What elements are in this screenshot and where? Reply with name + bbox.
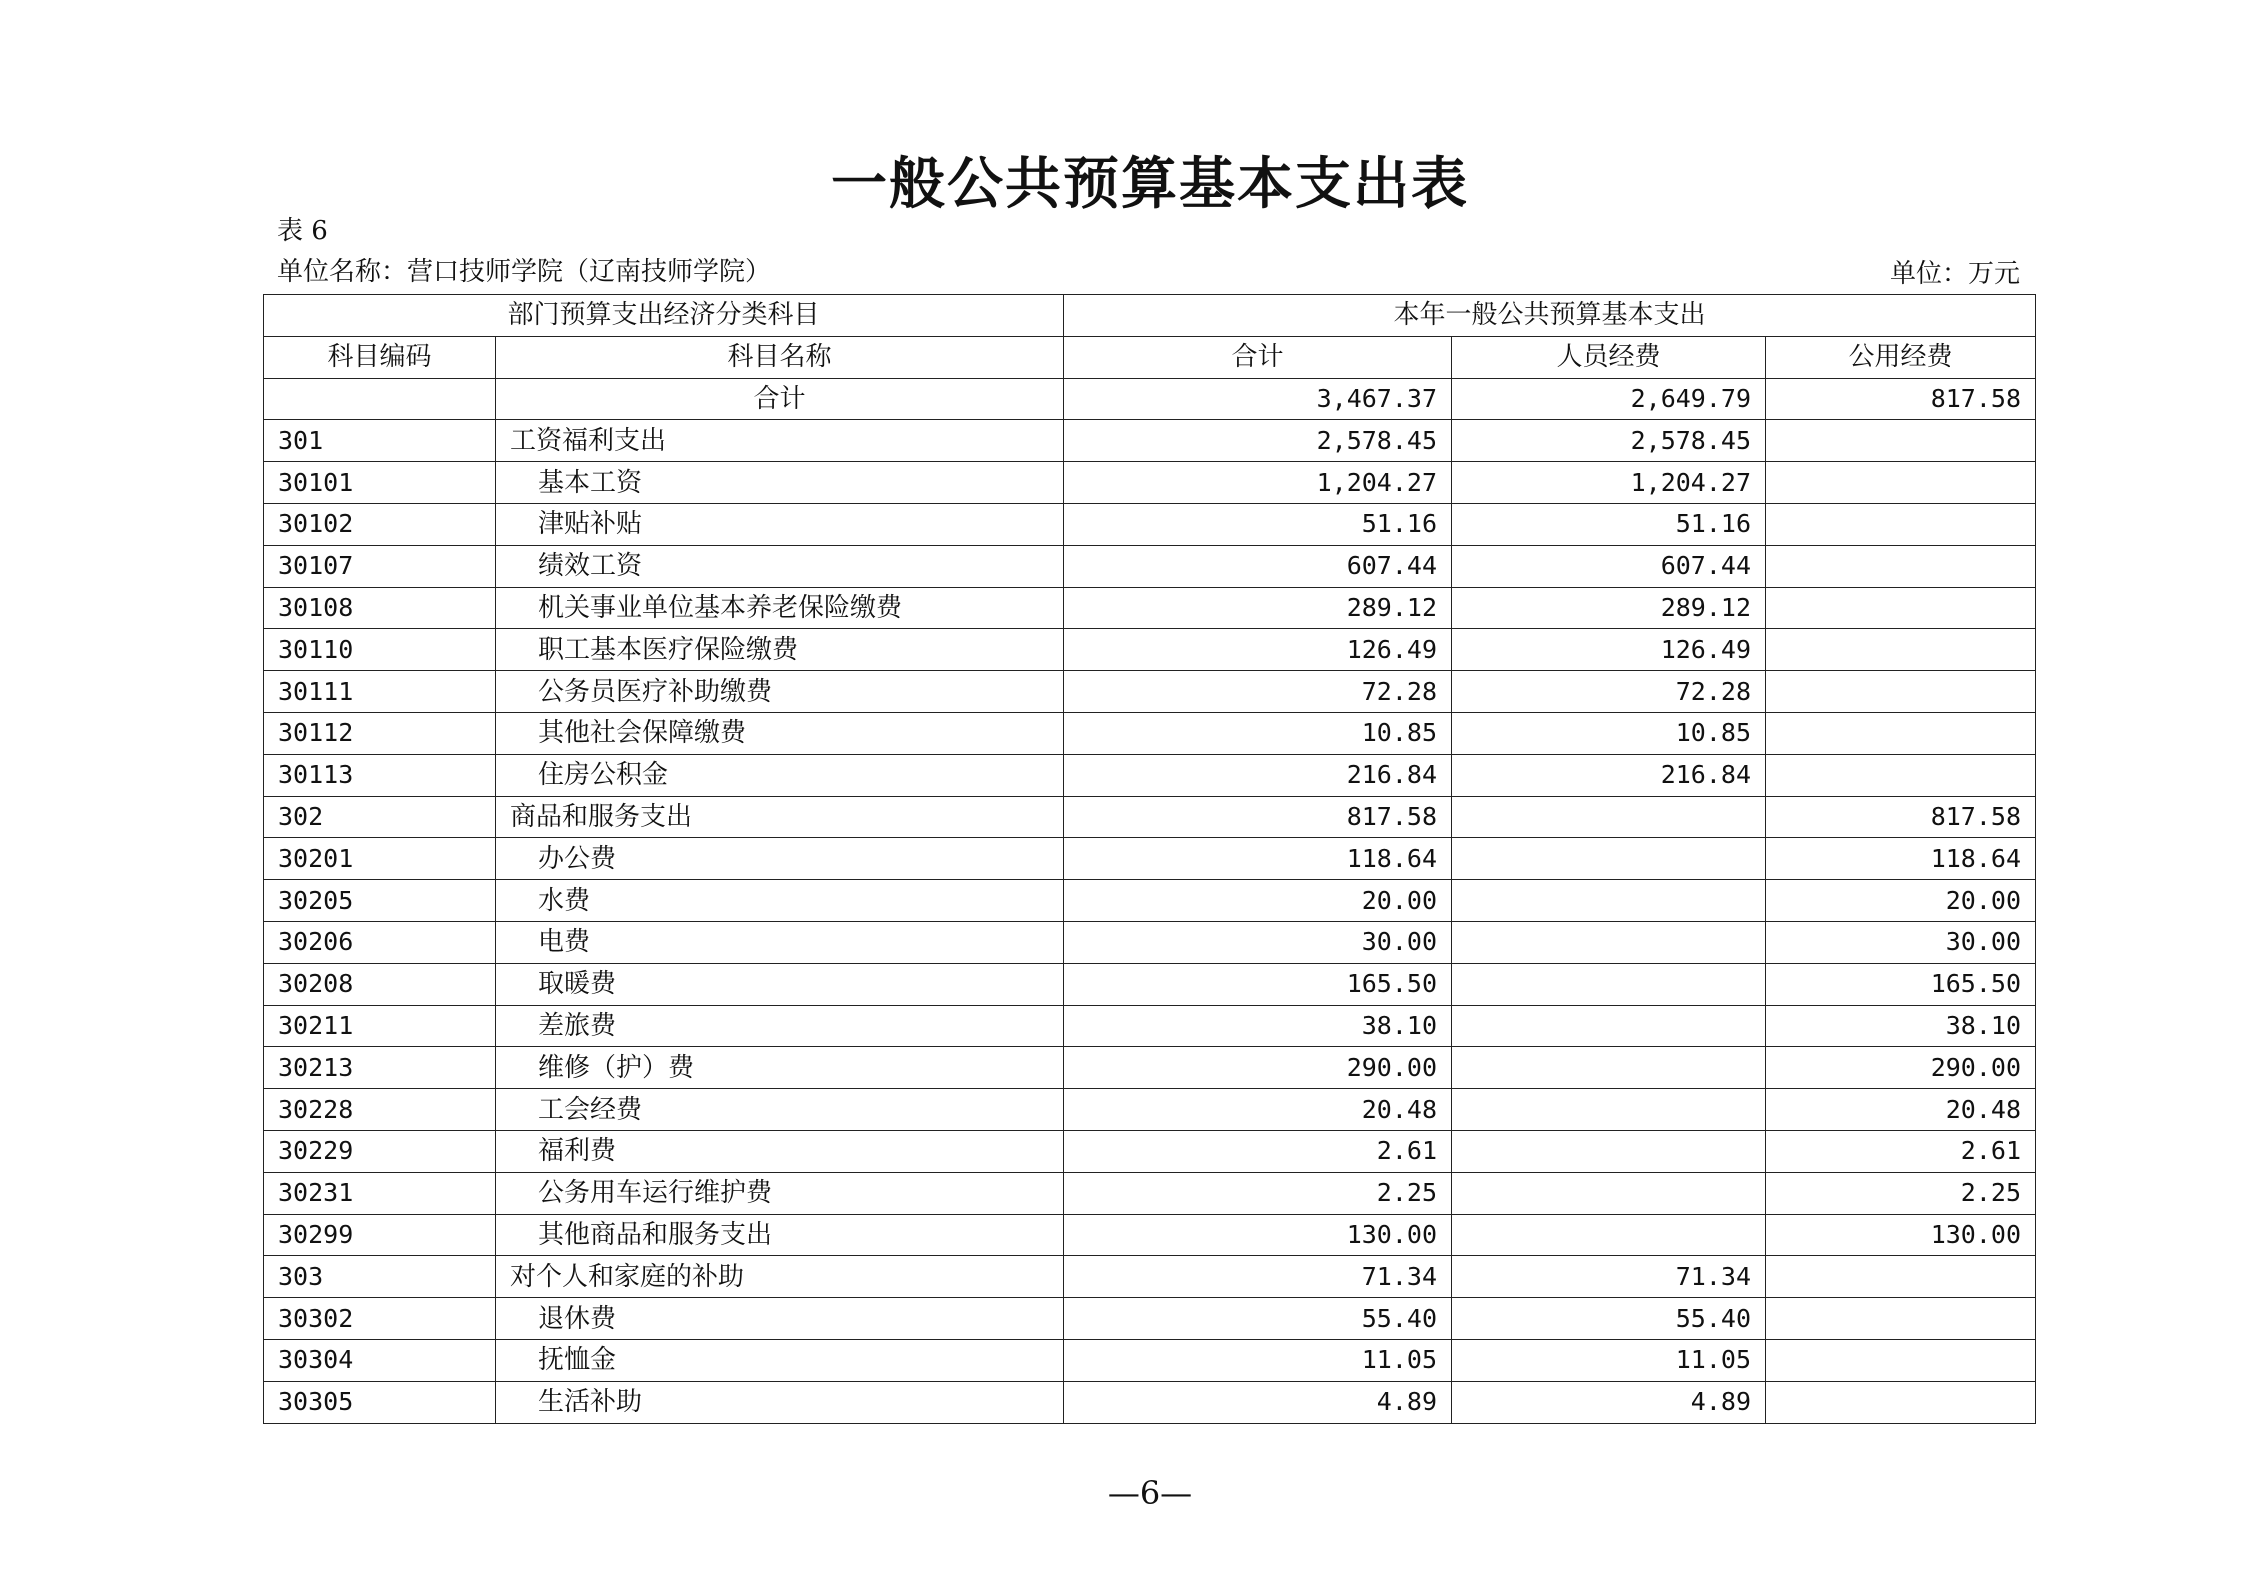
row-personnel [1452, 1130, 1766, 1172]
row-code: 301 [264, 420, 496, 462]
total-row [264, 378, 2036, 420]
row-public: 20.48 [1766, 1089, 2036, 1131]
page-number: —6— [1107, 1474, 1193, 1512]
row-public: 2.61 [1766, 1130, 2036, 1172]
row-code: 30201 [264, 838, 496, 880]
row-total: 4.89 [1064, 1381, 1452, 1423]
row-public: 20.00 [1766, 880, 2036, 922]
row-name: 机关事业单位基本养老保险缴费 [496, 587, 1064, 629]
header-total: 合计 [1064, 336, 1452, 378]
row-code: 30208 [264, 963, 496, 1005]
table-row [264, 880, 2036, 922]
row-personnel [1452, 1047, 1766, 1089]
row-name: 维修（护）费 [496, 1047, 1064, 1089]
table-row [264, 462, 2036, 504]
table-row [264, 503, 2036, 545]
row-code: 30113 [264, 754, 496, 796]
row-personnel: 10.85 [1452, 712, 1766, 754]
row-public [1766, 587, 2036, 629]
row-name: 办公费 [496, 838, 1064, 880]
header-code: 科目编码 [264, 336, 496, 378]
header-group-right: 本年一般公共预算基本支出 [1064, 295, 2036, 337]
row-personnel [1452, 1005, 1766, 1047]
row-personnel: 2,578.45 [1452, 420, 1766, 462]
row-total: 55.40 [1064, 1298, 1452, 1340]
row-code: 30305 [264, 1381, 496, 1423]
row-name: 生活补助 [496, 1381, 1064, 1423]
row-personnel: 72.28 [1452, 671, 1766, 713]
row-code: 30112 [264, 712, 496, 754]
table-row [264, 712, 2036, 754]
row-code: 30228 [264, 1089, 496, 1131]
row-total: 20.48 [1064, 1089, 1452, 1131]
row-code: 303 [264, 1256, 496, 1298]
row-name: 绩效工资 [496, 545, 1064, 587]
row-code: 302 [264, 796, 496, 838]
row-public [1766, 754, 2036, 796]
row-personnel [1452, 838, 1766, 880]
row-public [1766, 503, 2036, 545]
row-code: 30108 [264, 587, 496, 629]
row-public: 30.00 [1766, 921, 2036, 963]
row-total: 2.61 [1064, 1130, 1452, 1172]
row-code: 30229 [264, 1130, 496, 1172]
row-total: 216.84 [1064, 754, 1452, 796]
row-personnel [1452, 1214, 1766, 1256]
row-total: 10.85 [1064, 712, 1452, 754]
row-code: 30107 [264, 545, 496, 587]
row-personnel [1452, 880, 1766, 922]
row-name: 商品和服务支出 [496, 796, 1064, 838]
row-total: 11.05 [1064, 1339, 1452, 1381]
row-public [1766, 671, 2036, 713]
row-name: 抚恤金 [496, 1339, 1064, 1381]
row-code: 30110 [264, 629, 496, 671]
total-personnel: 2,649.79 [1452, 378, 1766, 420]
table-row [264, 629, 2036, 671]
row-public [1766, 1298, 2036, 1340]
table-row [264, 963, 2036, 1005]
row-personnel: 126.49 [1452, 629, 1766, 671]
header-personnel: 人员经费 [1452, 336, 1766, 378]
row-personnel: 607.44 [1452, 545, 1766, 587]
table-row [264, 1256, 2036, 1298]
row-total: 607.44 [1064, 545, 1452, 587]
row-total: 289.12 [1064, 587, 1452, 629]
row-code: 30205 [264, 880, 496, 922]
row-total: 130.00 [1064, 1214, 1452, 1256]
table-row [264, 1130, 2036, 1172]
table-row [264, 1089, 2036, 1131]
table-row [264, 1214, 2036, 1256]
row-public: 817.58 [1766, 796, 2036, 838]
row-public: 38.10 [1766, 1005, 2036, 1047]
row-personnel [1452, 1172, 1766, 1214]
row-public [1766, 462, 2036, 504]
row-code: 30299 [264, 1214, 496, 1256]
row-total: 51.16 [1064, 503, 1452, 545]
row-personnel: 1,204.27 [1452, 462, 1766, 504]
row-name: 工资福利支出 [496, 420, 1064, 462]
row-name: 对个人和家庭的补助 [496, 1256, 1064, 1298]
total-code [264, 378, 496, 420]
row-code: 30211 [264, 1005, 496, 1047]
table-row [264, 1381, 2036, 1423]
row-personnel: 289.12 [1452, 587, 1766, 629]
total-public: 817.58 [1766, 378, 2036, 420]
row-name: 住房公积金 [496, 754, 1064, 796]
row-name: 基本工资 [496, 462, 1064, 504]
row-name: 公务用车运行维护费 [496, 1172, 1064, 1214]
row-name: 职工基本医疗保险缴费 [496, 629, 1064, 671]
row-total: 817.58 [1064, 796, 1452, 838]
row-total: 30.00 [1064, 921, 1452, 963]
row-name: 津贴补贴 [496, 503, 1064, 545]
row-public: 2.25 [1766, 1172, 2036, 1214]
table-number: 表 6 [277, 216, 328, 246]
row-personnel: 51.16 [1452, 503, 1766, 545]
row-total: 2.25 [1064, 1172, 1452, 1214]
row-name: 公务员医疗补助缴费 [496, 671, 1064, 713]
row-total: 2,578.45 [1064, 420, 1452, 462]
row-public [1766, 712, 2036, 754]
row-code: 30101 [264, 462, 496, 504]
total-name: 合计 [496, 378, 1064, 420]
row-personnel [1452, 963, 1766, 1005]
unit-name: 单位名称：营口技师学院（辽南技师学院） [277, 257, 772, 287]
row-total: 126.49 [1064, 629, 1452, 671]
row-name: 工会经费 [496, 1089, 1064, 1131]
row-personnel: 216.84 [1452, 754, 1766, 796]
row-personnel: 11.05 [1452, 1339, 1766, 1381]
header-public: 公用经费 [1766, 336, 2036, 378]
row-name: 差旅费 [496, 1005, 1064, 1047]
total-total: 3,467.37 [1064, 378, 1452, 420]
table-row [264, 1047, 2036, 1089]
table-row [264, 587, 2036, 629]
row-total: 72.28 [1064, 671, 1452, 713]
row-name: 退休费 [496, 1298, 1064, 1340]
row-code: 30213 [264, 1047, 496, 1089]
header-columns-row [264, 336, 2036, 378]
row-code: 30231 [264, 1172, 496, 1214]
row-public [1766, 1339, 2036, 1381]
table-row [264, 796, 2036, 838]
row-name: 其他商品和服务支出 [496, 1214, 1064, 1256]
page-title: 一般公共预算基本支出表 [831, 151, 1469, 217]
row-personnel: 55.40 [1452, 1298, 1766, 1340]
row-total: 20.00 [1064, 880, 1452, 922]
budget-table [263, 294, 2036, 1424]
table-row [264, 545, 2036, 587]
row-total: 118.64 [1064, 838, 1452, 880]
table-row [264, 420, 2036, 462]
row-code: 30304 [264, 1339, 496, 1381]
table-row [264, 838, 2036, 880]
row-personnel [1452, 1089, 1766, 1131]
row-public: 130.00 [1766, 1214, 2036, 1256]
table-row [264, 921, 2036, 963]
table-row [264, 1298, 2036, 1340]
row-total: 165.50 [1064, 963, 1452, 1005]
row-total: 290.00 [1064, 1047, 1452, 1089]
row-public: 290.00 [1766, 1047, 2036, 1089]
row-public [1766, 629, 2036, 671]
header-group-row [264, 295, 2036, 337]
row-personnel: 71.34 [1452, 1256, 1766, 1298]
row-total: 71.34 [1064, 1256, 1452, 1298]
row-personnel [1452, 796, 1766, 838]
row-public [1766, 545, 2036, 587]
row-code: 30302 [264, 1298, 496, 1340]
row-name: 其他社会保障缴费 [496, 712, 1064, 754]
row-personnel [1452, 921, 1766, 963]
row-personnel: 4.89 [1452, 1381, 1766, 1423]
table-row [264, 1172, 2036, 1214]
row-total: 1,204.27 [1064, 462, 1452, 504]
row-name: 取暖费 [496, 963, 1064, 1005]
row-code: 30111 [264, 671, 496, 713]
header-group-left: 部门预算支出经济分类科目 [264, 295, 1064, 337]
row-public [1766, 1381, 2036, 1423]
row-code: 30206 [264, 921, 496, 963]
table-row [264, 1005, 2036, 1047]
table-row [264, 754, 2036, 796]
row-name: 水费 [496, 880, 1064, 922]
row-code: 30102 [264, 503, 496, 545]
table-row [264, 671, 2036, 713]
unit-label: 单位：万元 [1889, 259, 2020, 289]
row-public: 165.50 [1766, 963, 2036, 1005]
table-row [264, 1339, 2036, 1381]
row-public [1766, 420, 2036, 462]
row-total: 38.10 [1064, 1005, 1452, 1047]
header-name: 科目名称 [496, 336, 1064, 378]
row-public [1766, 1256, 2036, 1298]
row-public: 118.64 [1766, 838, 2036, 880]
row-name: 福利费 [496, 1130, 1064, 1172]
row-name: 电费 [496, 921, 1064, 963]
